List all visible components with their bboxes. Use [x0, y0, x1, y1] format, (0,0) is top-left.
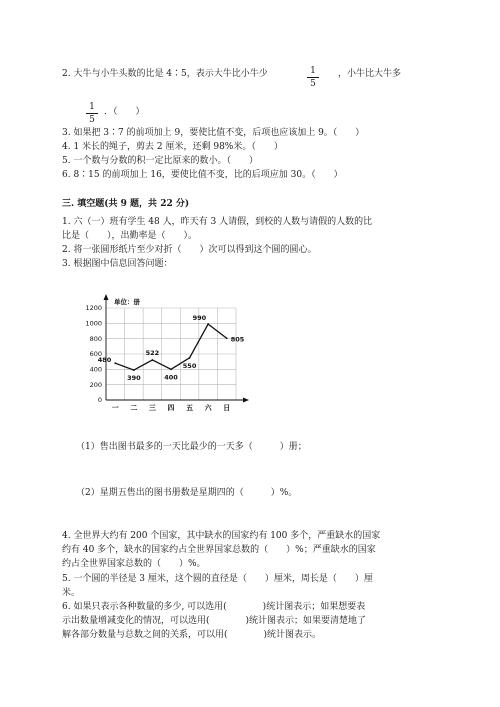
x-tick-label: 五: [186, 404, 194, 412]
y-axis-arrow: [104, 294, 109, 300]
x-tick-label: 二: [130, 404, 138, 412]
y-tick-label: 200: [89, 380, 102, 389]
y-tick-label: 800: [89, 334, 102, 343]
fill-question-4-cont: 约有 40 多个，缺水的国家约占全世界国家总数的（ ）%；严重缺水的国家: [62, 545, 376, 555]
data-label: 400: [164, 373, 178, 382]
question-2-text: 2. 大牛与小牛头数的比是 4∶5，表示大牛比小牛少: [62, 69, 268, 79]
question-6: 6. 8∶15 的前项加上 16，要使比值不变，比的后项应加 30。（ ）: [62, 170, 343, 180]
data-point: [189, 357, 191, 359]
data-point: [226, 337, 228, 339]
y-tick-label: 0: [97, 396, 102, 405]
x-tick-label: 一: [111, 404, 119, 412]
question-4: 4. 1 米长的绳子，剪去 2 厘米，还剩 98%米。（ ）: [62, 142, 283, 152]
fill-question-2: 2. 将一张圆形纸片至少对折（ ）次可以得到这个圆的圆心。: [62, 245, 317, 255]
question-2-text-end: ，小牛比大牛多: [338, 69, 402, 79]
data-point: [207, 323, 209, 325]
chart-subquestion-2: （2）星期五售出的图书册数是星期四的（ ）%。: [76, 488, 298, 498]
data-label: 550: [182, 361, 197, 370]
data-label: 990: [192, 314, 207, 323]
fill-question-1: 1. 六（一）班有学生 48 人，昨天有 3 人请假，到校的人数与请假的人数的比: [62, 217, 373, 227]
fill-question-6: 6. 如果只表示各种数量的多少, 可以选用( )统计图表示；如果想要表: [62, 602, 366, 612]
fill-question-6-cont2: 解各部分数量与总数之间的关系，可以用( )统计图表示。: [62, 630, 322, 640]
x-tick-label: 三: [148, 404, 156, 412]
fill-question-5: 5. 一个圆的半径是 3 厘米，这个圆的直径是（ ）厘米，周长是（ ）厘: [62, 574, 373, 584]
data-point: [133, 369, 135, 371]
x-axis-arrow: [243, 398, 249, 403]
x-tick-label: 日: [223, 404, 231, 412]
data-label: 805: [230, 335, 245, 344]
data-point: [170, 368, 172, 370]
y-tick-label: 1200: [85, 304, 102, 313]
data-label: 480: [97, 356, 112, 365]
y-tick-label: 1000: [85, 319, 102, 328]
data-label: 390: [127, 374, 141, 383]
fill-question-6-cont: 示出数量增减变化的情况，可以选用( )统计图表示；如果要清楚地了: [62, 616, 367, 626]
fraction: 1 5: [307, 66, 319, 89]
fill-question-1-cont: 比是（ ），出勤率是（ ）。: [62, 231, 198, 241]
x-tick-label: 六: [204, 404, 212, 412]
chart-subquestion-1: （1）售出图书最多的一天比最少的一天多（ ）册；: [76, 442, 307, 452]
section-title: 三. 填空题(共 9 题，共 22 分): [62, 199, 190, 209]
question-3: 3. 如果把 3∶7 的前项加上 9，要使比值不变，后项也应该加上 9。（ ）: [62, 128, 365, 138]
fill-question-4: 4. 全世界大约有 200 个国家，其中缺水的国家约有 100 多个，严重缺水的国家: [62, 531, 381, 541]
data-point: [114, 362, 116, 364]
series-line: [115, 324, 226, 370]
question-2-judgement: ．（ ）: [104, 107, 145, 117]
data-label: 522: [145, 348, 160, 357]
fill-question-4-cont2: 约占全世界国家总数的（ ）%。: [62, 559, 206, 569]
book-sales-line-chart: [70, 292, 270, 432]
chart-unit-label: 单位：册: [114, 298, 140, 306]
question-5: 5. 一个数与分数的积一定比原来的数小。（ ）: [62, 156, 258, 166]
fraction: 1 5: [86, 102, 98, 125]
data-point: [152, 359, 154, 361]
x-tick-label: 四: [167, 404, 175, 412]
fill-question-5-cont: 米。: [62, 588, 81, 598]
y-tick-label: 400: [89, 365, 102, 374]
fill-question-3: 3. 根据图中信息回答问题：: [62, 259, 173, 269]
y-tick-label: 600: [89, 350, 102, 359]
